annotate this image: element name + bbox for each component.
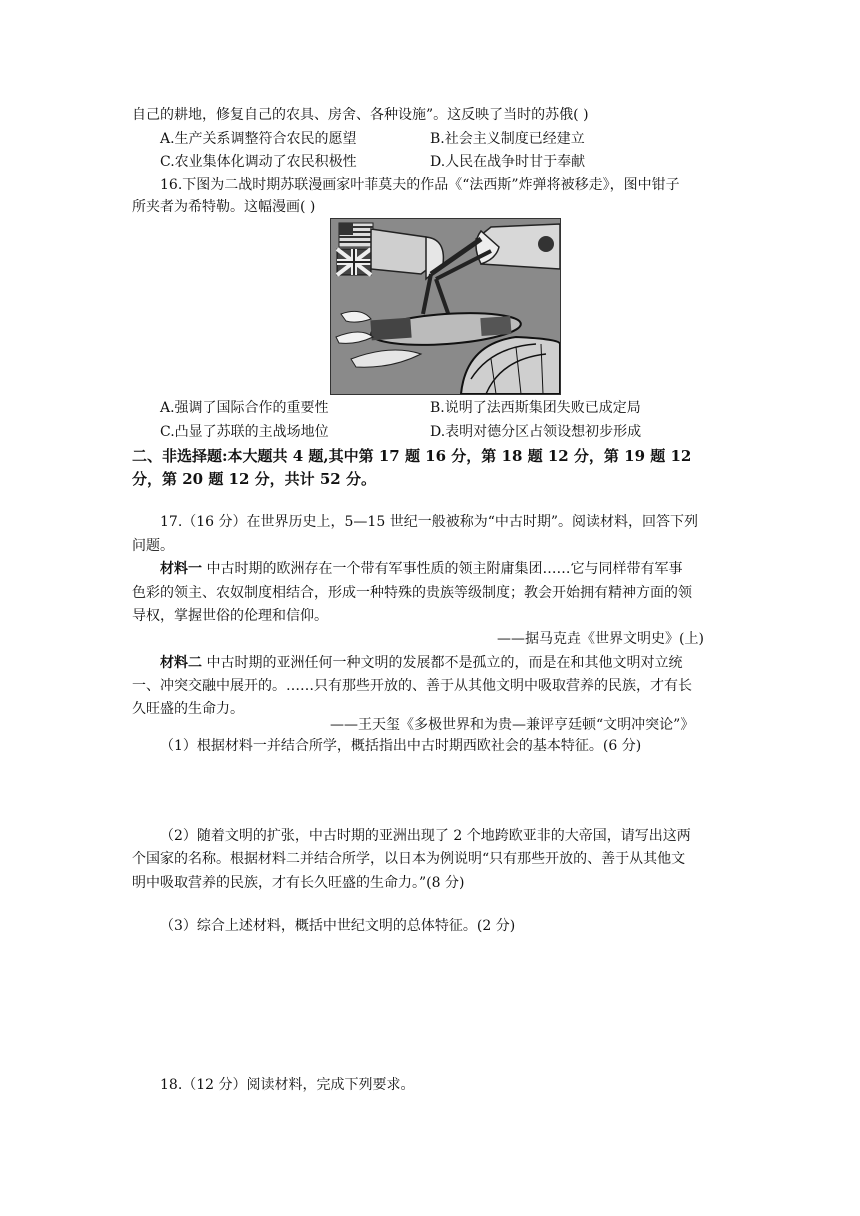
q16-option-c: C.凸显了苏联的主战场地位 — [160, 424, 329, 440]
q15-option-d: D.人民在战争时甘于奉献 — [430, 154, 586, 170]
q17-material1-text1: 中古时期的欧洲存在一个带有军事性质的领主附庸集团……它与同样带有军事 — [202, 561, 683, 577]
q16-option-a: A.强调了国际合作的重要性 — [160, 400, 329, 416]
q17-material1-line3: 导权，掌握世俗的伦理和信仰。 — [132, 608, 328, 624]
q17-sub1: （1）根据材料一并结合所学，概括指出中古时期西欧社会的基本特征。(6 分) — [160, 738, 642, 754]
uk-flag-icon — [337, 249, 371, 275]
q16-option-d: D.表明对德分区占领设想初步形成 — [430, 424, 642, 440]
q15-option-c: C.农业集体化调动了农民积极性 — [160, 154, 357, 170]
cartoon-illustration — [330, 218, 561, 395]
q17-sub3: （3）综合上述材料，概括中世纪文明的总体特征。(2 分) — [160, 918, 516, 934]
q17-material1-source: ——据马克垚《世界文明史》(上) — [497, 631, 704, 647]
q16-stem-line1: 16.下图为二战时期苏联漫画家叶菲莫夫的作品《“法西斯”炸弹将被移走》，图中钳子 — [160, 177, 680, 193]
q17-sub2-line3: 明中吸取营养的民族，才有长久旺盛的生命力。”(8 分) — [132, 875, 465, 891]
q16-option-b: B.说明了法西斯集团失败已成定局 — [430, 400, 641, 416]
q17-intro-line2: 问题。 — [132, 538, 174, 554]
q17-material1-line1 — [160, 561, 682, 579]
q17-material2-line2: 一、冲突交融中展开的。……只有那些开放的、善于从其他文明中吸取营养的民族，才有长 — [132, 678, 692, 694]
section2-heading-line2: 分，第 20 题 12 分，共计 52 分。 — [132, 470, 376, 488]
q15-option-a: A.生产关系调整符合农民的愿望 — [160, 131, 357, 147]
section2-heading-line1: 二、非选择题:本大题共 4 题,其中第 17 题 16 分，第 18 题 12 分，第 19 题 12 — [132, 447, 692, 465]
q17-material2-text1: 中古时期的亚洲任何一种文明的发展都不是孤立的，而是在和其他文明对立统 — [202, 655, 683, 671]
usa-flag-icon — [339, 223, 373, 247]
q17-material2-label: 材料二 — [160, 655, 202, 671]
q17-sub2-line1: （2）随着文明的扩张，中古时期的亚洲出现了 2 个地跨欧亚非的大帝国，请写出这两 — [160, 828, 691, 844]
q15-stem-tail: 自己的耕地，修复自己的农具、房舍、各种设施”。这反映了当时的苏俄( ) — [132, 107, 589, 123]
q17-intro-line1: 17.（16 分）在世界历史上，5—15 世纪一般被称为“中古时期”。阅读材料，回答下列 — [160, 514, 699, 530]
q16-stem-line2: 所夹者为希特勒。这幅漫画( ) — [132, 199, 316, 215]
q18-intro: 18.（12 分）阅读材料，完成下列要求。 — [160, 1077, 415, 1093]
q17-material2-line1 — [160, 655, 682, 673]
q17-material2-source: ——王天玺《多极世界和为贵—兼评亨廷顿“文明冲突论”》 — [330, 717, 695, 733]
q17-material1-label: 材料一 — [160, 561, 202, 577]
q17-material2-line3: 久旺盛的生命力。 — [132, 701, 244, 717]
q17-material1-line2: 色彩的领主、农奴制度相结合，形成一种特殊的贵族等级制度；教会开始拥有精神方面的领 — [132, 585, 692, 601]
q17-sub2-line2: 个国家的名称。根据材料二并结合所学，以日本为例说明“只有那些开放的、善于从其他文 — [132, 851, 686, 867]
q15-option-b: B.社会主义制度已经建立 — [430, 131, 585, 147]
